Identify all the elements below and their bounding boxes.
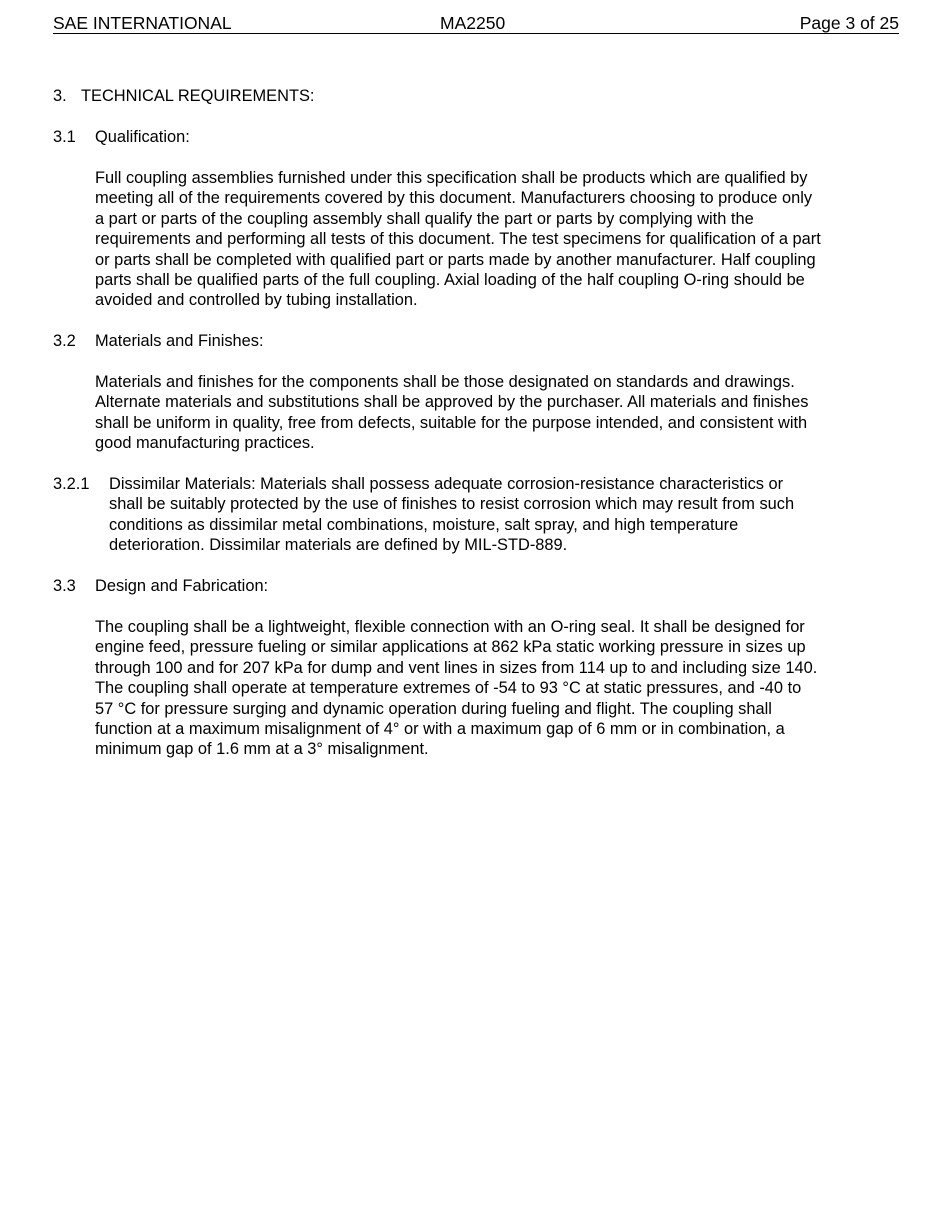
paragraph-line: avoided and controlled by tubing installation. xyxy=(95,291,418,310)
section-3-2-1-paragraph xyxy=(109,474,889,556)
paragraph-line: Dissimilar Materials: Materials shall possess adequate corrosion-resistance characteristics or xyxy=(109,475,784,493)
paragraph-line: The coupling shall operate at temperature extremes of -54 to 93 °C at static pressures, and -40 to xyxy=(95,679,802,698)
paragraph-line: shall be suitably protected by the use of finishes to resist corrosion which may result from such xyxy=(109,495,795,514)
section-3-3-title: Design and Fabrication: xyxy=(95,577,269,595)
paragraph-line: Alternate materials and substitutions shall be approved by the purchaser. All materials and finishes xyxy=(95,393,809,412)
paragraph-line: requirements and performing all tests of this document. The test specimens for qualification of a part xyxy=(95,230,821,249)
section-3-number: 3. xyxy=(53,87,67,105)
section-3-2-title: Materials and Finishes: xyxy=(95,332,264,350)
page-header xyxy=(53,13,899,34)
paragraph-line: meeting all of the requirements covered by this document. Manufacturers choosing to produce only xyxy=(95,189,813,208)
section-3-1-title: Qualification: xyxy=(95,128,190,146)
paragraph-line: or parts shall be completed with qualified part or parts made by another manufacturer. Half coupling xyxy=(95,250,816,269)
paragraph-line: function at a maximum misalignment of 4° or with a maximum gap of 6 mm or in combination, a xyxy=(95,720,785,739)
section-3-1-number: 3.1 xyxy=(53,128,76,146)
section-3-3-number: 3.3 xyxy=(53,577,76,595)
header-organization: SAE INTERNATIONAL xyxy=(53,13,232,33)
section-3-3-paragraph xyxy=(95,617,885,760)
paragraph-line: deterioration. Dissimilar materials are defined by MIL-STD-889. xyxy=(109,536,568,555)
paragraph-line: a part or parts of the coupling assembly shall qualify the part or parts by complying with the xyxy=(95,209,754,228)
section-3-2-number: 3.2 xyxy=(53,332,76,350)
section-3-title: TECHNICAL REQUIREMENTS: xyxy=(81,87,315,105)
paragraph-line: minimum gap of 1.6 mm at a 3° misalignment. xyxy=(95,740,429,759)
paragraph-line: shall be uniform in quality, free from defects, suitable for the purpose intended, and consistent with xyxy=(95,413,808,432)
paragraph-line: engine feed, pressure fueling or similar applications at 862 kPa static working pressure in sizes up xyxy=(95,638,806,657)
section-3-1-paragraph xyxy=(95,168,885,311)
paragraph-line: good manufacturing practices. xyxy=(95,434,315,453)
paragraph-line: parts shall be qualified parts of the full coupling. Axial loading of the half coupling O-ring should be xyxy=(95,271,805,290)
section-3-2-paragraph xyxy=(95,372,885,454)
paragraph-line: Full coupling assemblies furnished under this specification shall be products which are qualified by xyxy=(95,169,808,187)
paragraph-line: through 100 and for 207 kPa for dump and vent lines in sizes from 114 up to and including size 140. xyxy=(95,658,818,677)
section-3-2-1-number: 3.2.1 xyxy=(53,475,90,493)
header-document-number: MA2250 xyxy=(440,13,506,33)
header-page-number: Page 3 of 25 xyxy=(799,13,899,33)
paragraph-line: 57 °C for pressure surging and dynamic operation during fueling and flight. The coupling shall xyxy=(95,699,772,718)
paragraph-line: conditions as dissimilar metal combinations, moisture, salt spray, and high temperature xyxy=(109,515,739,534)
paragraph-line: Materials and finishes for the components shall be those designated on standards and drawings. xyxy=(95,373,795,391)
paragraph-line: The coupling shall be a lightweight, flexible connection with an O-ring seal. It shall be designed for xyxy=(95,618,805,636)
